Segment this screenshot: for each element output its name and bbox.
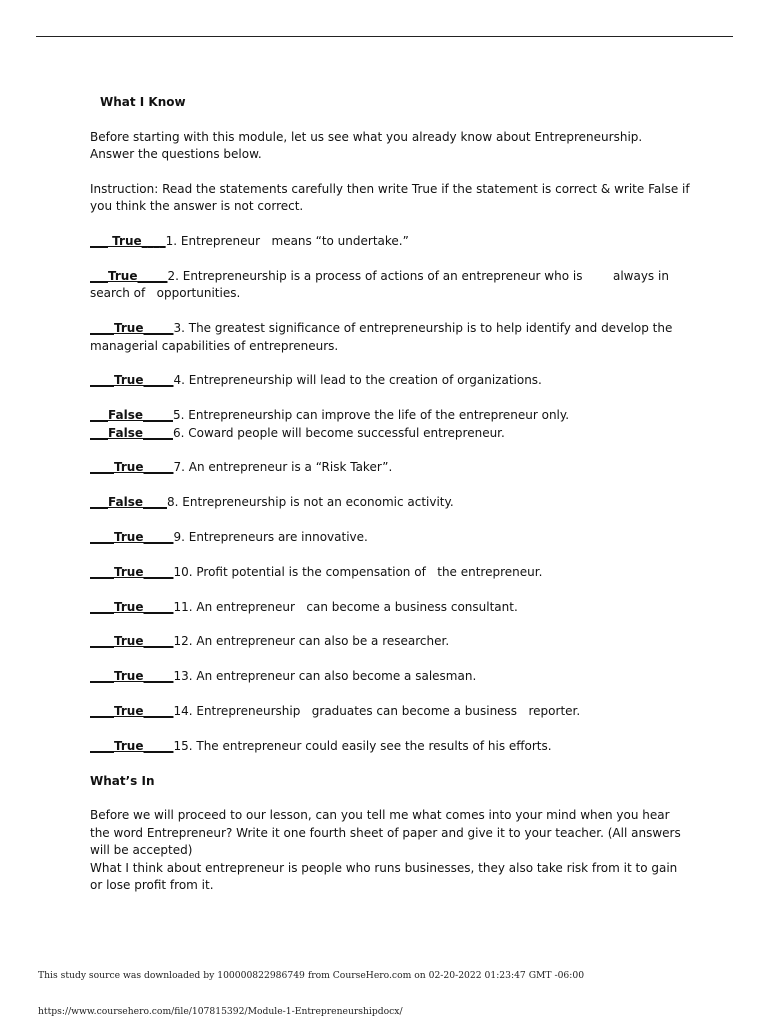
answer-blank: ___False_____ [90,408,173,423]
source-url: https://www.coursehero.com/file/107815392/Module-1-Entrepreneurshipdocx/ [38,1006,403,1017]
question-item-3 [90,320,690,355]
question-text: 2. Entrepreneurship is a process of actions of an entrepreneur who is always in search of opportunities. [90,269,673,301]
question-item-2 [90,268,690,303]
whats-in-prompt: Before we will proceed to our lesson, can you tell me what comes into your mind when you hear the word Entrepreneur? Write it one fourth sheet of paper and give it to your teacher. (All answers will be accepted) [90,808,681,858]
answer-blank: ____True_____ [90,703,174,718]
question-list [90,233,690,755]
question-item-6 [90,425,690,442]
question-text: 10. Profit potential is the compensation of the entrepreneur. [173,564,543,579]
question-item-13 [90,668,690,685]
download-notice: This study source was downloaded by 100000822986749 from CourseHero.com on 02-20-2022 01:23:47 GMT -06:00 [38,970,585,981]
answer-blank: ___False_____ [90,425,173,440]
question-text: 5. Entrepreneurship can improve the life of the entrepreneur only. [173,408,570,423]
question-item-1 [90,233,690,250]
question-item-11 [90,599,690,616]
answer-blank: ____True_____ [90,669,174,684]
question-text: 3. The greatest significance of entrepreneurship is to help identify and develop the managerial capabilities of entrepreneurs. [90,321,677,353]
question-text: 4. Entrepreneurship will lead to the creation of organizations. [173,373,542,388]
answer-blank: ____True_____ [90,738,174,753]
question-item-10 [90,564,690,581]
top-divider [36,36,733,37]
question-text: 14. Entrepreneurship graduates can become a business reporter. [173,703,581,718]
answer-blank: ____True_____ [90,634,174,649]
question-text: 12. An entrepreneur can also be a researcher. [173,634,450,649]
question-text: 1. Entrepreneur means “to undertake.” [165,234,409,249]
question-item-4 [90,372,690,389]
answer-blank: ____True_____ [90,599,174,614]
question-text: 13. An entrepreneur can also become a salesman. [173,669,477,684]
question-item-5 [90,407,690,424]
answer-blank: ____True_____ [90,321,174,336]
document-body [90,94,690,894]
question-text: 6. Coward people will become successful entrepreneur. [173,425,505,440]
answer-blank: ____True_____ [90,373,174,388]
question-item-9 [90,529,690,546]
answer-blank: ____True_____ [90,564,174,579]
answer-blank: ____True_____ [90,460,174,475]
intro-paragraph: Before starting with this module, let us see what you already know about Entrepreneurship. Answer the questions below. [90,129,643,162]
question-text: 7. An entrepreneur is a “Risk Taker”. [173,460,393,475]
question-item-14 [90,703,690,720]
question-text: 11. An entrepreneur can become a business consultant. [173,599,518,614]
section-title-whats-in: What’s In [90,773,155,788]
question-item-12 [90,633,690,650]
question-item-8 [90,494,690,511]
question-text: 9. Entrepreneurs are innovative. [173,530,368,544]
student-answer: What I think about entrepreneur is people who runs businesses, they also take risk from it to gain or lose profit from it. [90,860,678,892]
instruction-paragraph: Instruction: Read the statements carefully then write True if the statement is correct & write False if you think the answer is not correct. [90,182,690,214]
section-title-what-i-know: What I Know [100,95,186,109]
question-item-7 [90,459,690,476]
question-text: 8. Entrepreneurship is not an economic activity. [167,495,454,510]
answer-blank: ___False____ [90,495,167,510]
answer-blank: ___True_____ [90,269,168,283]
question-text: 15. The entrepreneur could easily see the results of his efforts. [173,738,552,753]
question-item-15 [90,738,690,755]
answer-blank: ___ True____ [90,234,166,249]
answer-blank: ____True_____ [90,530,174,544]
